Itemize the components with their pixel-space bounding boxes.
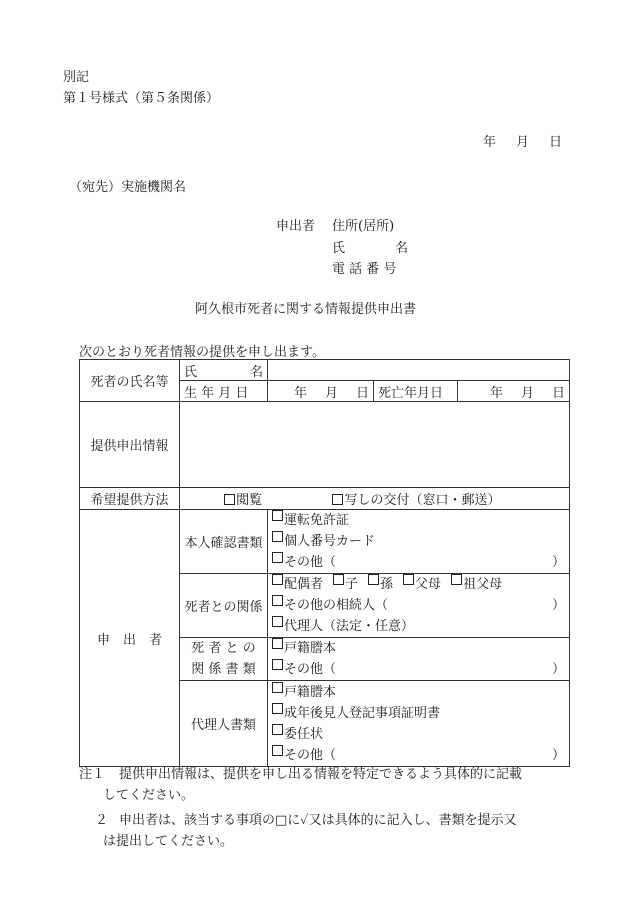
agent-doc-guardian[interactable]: 成年後見人登記事項証明書: [272, 703, 565, 724]
checkbox[interactable]: [272, 510, 283, 521]
addressee: （宛先）実施機関名: [69, 180, 187, 195]
id-doc-license[interactable]: 運転免許証: [272, 510, 565, 531]
note-1-prefix: 注１: [79, 767, 106, 782]
checkbox[interactable]: [272, 745, 283, 756]
checkbox[interactable]: [272, 659, 283, 670]
death-date-field[interactable]: 年 月 日: [458, 381, 570, 402]
relation-options: [268, 574, 570, 638]
birth-date-field[interactable]: 年 月 日: [268, 381, 374, 402]
relation-docs-label: 死 者 と の 関 係 書 類: [180, 638, 268, 681]
id-doc-mynumber[interactable]: 個人番号カード: [272, 531, 565, 552]
checkbox[interactable]: [272, 616, 283, 627]
relation-other-heir[interactable]: その他の相続人（ ）: [272, 595, 565, 616]
relation-label: 死者との関係: [180, 574, 268, 638]
checkbox[interactable]: [272, 703, 283, 714]
method-copy-checkbox[interactable]: [332, 494, 343, 505]
rel-doc-koseki[interactable]: 戸籍謄本: [272, 638, 565, 659]
applicant-name-b: 名: [394, 241, 408, 256]
checkbox[interactable]: [403, 574, 414, 585]
applicant-section-label: 申 出 者: [80, 510, 180, 767]
id-docs-label: 本人確認書類: [180, 510, 268, 574]
applicant-address: 住所(居所): [332, 219, 395, 234]
birth-date-label: 生 年 月 日: [180, 381, 268, 402]
relation-docs-options: [268, 638, 570, 681]
applicant-phone: 電 話 番 号: [332, 262, 397, 277]
agent-docs-label: 代理人書類: [180, 681, 268, 767]
info-field[interactable]: [180, 402, 570, 488]
method-view-label: 閲覧: [236, 493, 263, 508]
method-view-checkbox[interactable]: [224, 494, 235, 505]
checkbox[interactable]: [272, 574, 283, 585]
applicant-name: [332, 237, 408, 256]
date-day: 日: [549, 135, 563, 150]
relation-family-row: 配偶者 子 孫 父母 祖父母: [272, 574, 565, 595]
applicant-name-a: 氏: [332, 241, 346, 256]
rel-doc-other[interactable]: その他（ ）: [272, 659, 565, 680]
intro-text: 次のとおり死者情報の提供を申し出ます。: [79, 345, 325, 360]
note-1-line1: 提供申出情報は、提供を申し出る情報を特定できるよう具体的に記載: [119, 767, 523, 782]
agent-doc-koseki[interactable]: 戸籍謄本: [272, 682, 565, 703]
note-2-line2: は提出してください。: [103, 834, 234, 849]
checkbox[interactable]: [333, 574, 344, 585]
checkbox[interactable]: [368, 574, 379, 585]
relation-agent[interactable]: 代理人（法定・任意）: [272, 616, 565, 637]
date-line: [483, 131, 562, 150]
checkbox[interactable]: [272, 724, 283, 735]
note-2-line1: 申出者は、該当する事項の□に✓又は具体的に記入し、書類を提示又: [119, 813, 517, 828]
application-table: [79, 359, 570, 767]
note-1-line2: してください。: [103, 788, 195, 803]
form-number: 第１号様式（第５条関係）: [63, 91, 220, 106]
info-label: 提供申出情報: [80, 402, 180, 488]
annex-label: 別記: [63, 70, 90, 85]
date-month: 月: [516, 135, 530, 150]
deceased-name-field[interactable]: [268, 360, 570, 381]
note-2-prefix: ２: [95, 813, 109, 828]
date-year: 年: [483, 135, 497, 150]
method-copy-label: 写しの交付（窓口・郵送）: [344, 493, 501, 508]
applicant-label: 申出者: [276, 219, 316, 234]
deceased-name-label: 氏 名: [180, 360, 268, 381]
id-docs-options: [268, 510, 570, 574]
checkbox[interactable]: [451, 574, 462, 585]
checkbox[interactable]: [272, 638, 283, 649]
checkbox[interactable]: [272, 595, 283, 606]
agent-docs-options: [268, 681, 570, 767]
id-doc-other[interactable]: その他（ ）: [272, 552, 565, 573]
checkbox[interactable]: [272, 552, 283, 563]
death-date-label: 死亡年月日: [374, 381, 458, 402]
deceased-label: 死者の氏名等: [80, 360, 180, 402]
agent-doc-other[interactable]: その他（ ）: [272, 745, 565, 766]
checkbox[interactable]: [272, 682, 283, 693]
document-title: 阿久根市死者に関する情報提供申出書: [195, 302, 417, 317]
checkbox[interactable]: [272, 531, 283, 542]
agent-doc-proxy[interactable]: 委任状: [272, 724, 565, 745]
method-label: 希望提供方法: [80, 488, 180, 510]
method-options: [180, 488, 570, 510]
